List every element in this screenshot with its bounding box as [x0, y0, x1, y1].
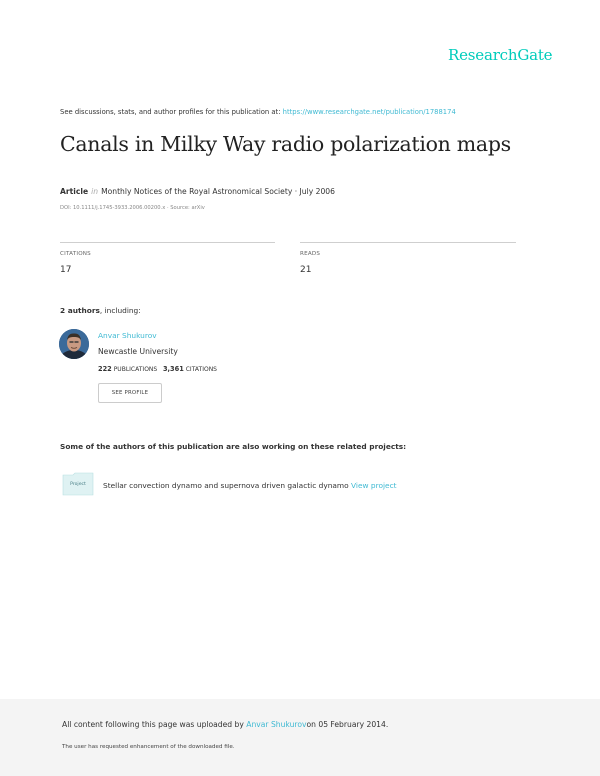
avatar[interactable] — [59, 329, 89, 359]
citations-divider — [60, 242, 275, 243]
reads-label: READS — [300, 251, 321, 257]
upload-suffix: on 05 February 2014. — [306, 720, 389, 729]
author-citations-label: CITATIONS — [185, 366, 217, 373]
researchgate-logo[interactable]: ResearchGate — [448, 46, 553, 64]
project-item — [103, 481, 397, 490]
authors-count: 2 authors — [60, 306, 100, 315]
article-in: in — [91, 187, 99, 196]
authors-heading — [60, 306, 141, 315]
article-type: Article — [60, 187, 89, 196]
authors-suffix: , including: — [99, 306, 141, 315]
footer — [0, 699, 600, 776]
author-name-link[interactable]: Anvar Shukurov — [98, 331, 157, 340]
reads-divider — [300, 242, 516, 243]
discussions-line — [60, 108, 456, 116]
citations-value: 17 — [60, 265, 72, 275]
reads-value: 21 — [300, 265, 312, 275]
project-icon-label: Project — [70, 482, 86, 487]
author-affiliation: Newcastle University — [98, 347, 178, 356]
related-projects-heading: Some of the authors of this publication are also working on these related projects: — [60, 442, 407, 451]
doi-line: DOI: 10.1111/j.1745-3933.2006.00200.x · Source: arXiv — [60, 205, 205, 211]
see-profile-button[interactable]: SEE PROFILE — [98, 383, 162, 403]
article-meta — [60, 187, 335, 196]
publication-url-link[interactable]: https://www.researchgate.net/publication/1788174 — [282, 108, 456, 116]
author-publications-count: 222 — [98, 365, 112, 373]
uploader-link[interactable]: Anvar Shukurov — [246, 720, 307, 729]
discussions-text: See discussions, stats, and author profiles for this publication at: — [60, 108, 281, 116]
project-folder-icon — [62, 472, 94, 496]
upload-notice — [62, 720, 388, 729]
upload-prefix: All content following this page was uploaded by — [62, 720, 244, 729]
author-citations-count: 3,361 — [162, 365, 184, 373]
author-stats — [98, 365, 217, 373]
avatar-photo — [59, 329, 89, 359]
publication-title: Canals in Milky Way radio polarization maps — [60, 132, 511, 156]
author-publications-label: PUBLICATIONS — [113, 366, 158, 373]
citations-label: CITATIONS — [60, 251, 91, 257]
journal-name: Monthly Notices of the Royal Astronomical Society · July 2006 — [101, 187, 335, 196]
enhancement-notice: The user has requested enhancement of the downloaded file. — [62, 744, 235, 750]
view-project-link[interactable]: View project — [351, 481, 397, 490]
project-title: Stellar convection dynamo and supernova driven galactic dynamo — [103, 481, 349, 490]
